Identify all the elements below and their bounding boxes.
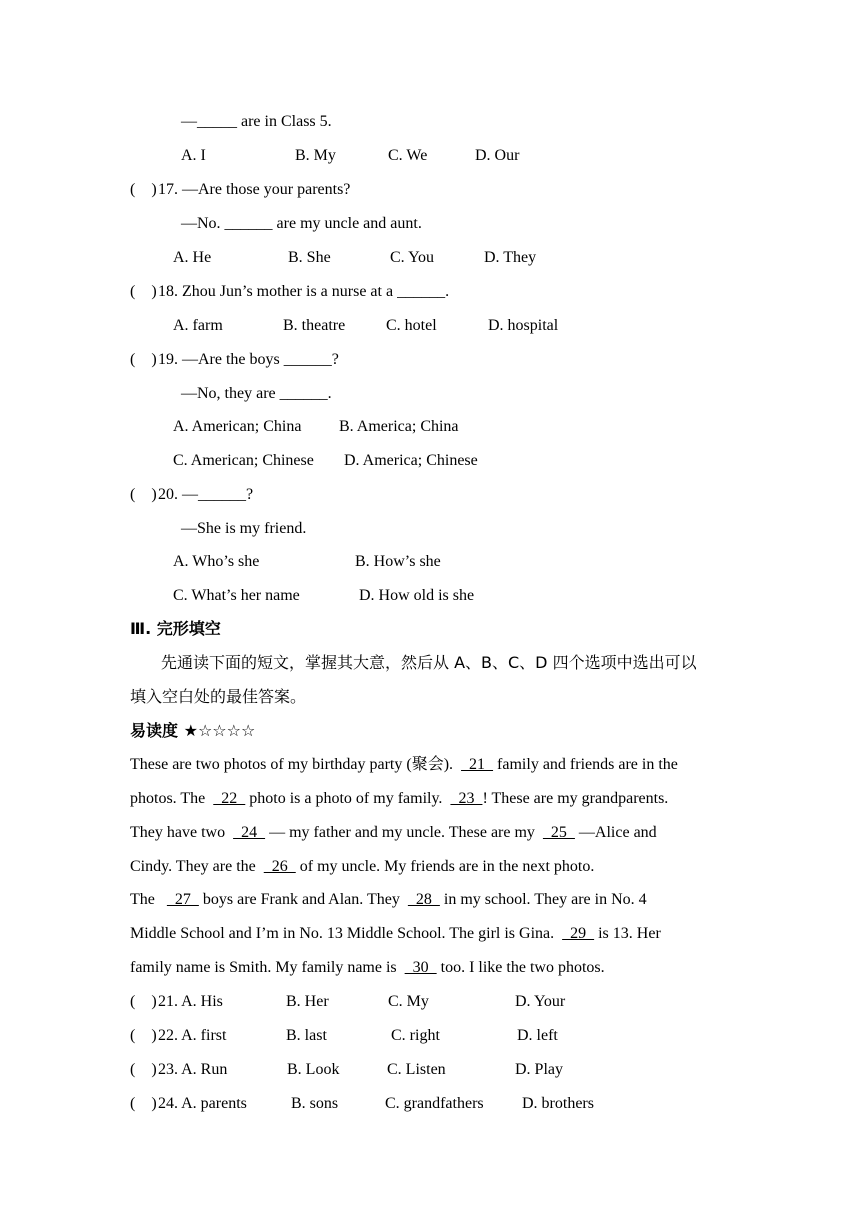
passage-text: in my school. They are in No. 4: [439, 891, 647, 908]
blank-22: 22: [213, 790, 246, 807]
passage-text: photo is a photo of my family.: [245, 790, 451, 807]
passage-line-7: [130, 958, 605, 978]
q19-paren: ( ): [130, 351, 157, 368]
passage-text: Cindy. They are the: [130, 858, 264, 875]
q20-paren: ( ): [130, 486, 157, 503]
blank-21: 21: [461, 756, 494, 773]
q17-option-a: A. He: [173, 249, 212, 266]
blank-23: 23: [450, 790, 483, 807]
passage-text: family name is Smith. My family name is: [130, 959, 405, 976]
passage-line-6: [130, 924, 661, 944]
blank-29: 29: [562, 925, 595, 942]
passage-line-3: [130, 823, 657, 843]
q22-option-b: B. last: [286, 1027, 327, 1044]
q20-option-a: A. Who’s she: [173, 553, 260, 570]
blank-26: 26: [263, 858, 296, 875]
q23-paren: ( ): [130, 1061, 157, 1078]
q17-option-d: D. They: [484, 249, 537, 266]
blank-27: 27: [166, 891, 199, 908]
q20-option-c: C. What’s her name: [173, 587, 300, 604]
q22-stem: 22. A. first: [158, 1027, 227, 1044]
passage-text: — my father and my uncle. These are my: [265, 824, 543, 841]
q17-line2: —No. ______ are my uncle and aunt.: [181, 215, 422, 232]
passage-text: They have two: [130, 824, 234, 841]
q18-option-a: A. farm: [173, 317, 223, 334]
passage-text: of my uncle. My friends are in the next photo.: [295, 858, 595, 875]
difficulty-label: 易读度: [130, 721, 179, 740]
q24-paren: ( ): [130, 1095, 157, 1112]
q18-option-b: B. theatre: [283, 317, 346, 334]
difficulty-rating: [130, 721, 255, 741]
q18-stem: 18. Zhou Jun’s mother is a nurse at a ______.: [158, 283, 450, 300]
q24-option-b: B. sons: [291, 1095, 339, 1112]
q21-paren: ( ): [130, 993, 157, 1010]
blank-28: 28: [407, 891, 440, 908]
blank-30: 30: [404, 959, 437, 976]
q24-option-c: C. grandfathers: [385, 1095, 484, 1112]
passage-line-5: [130, 890, 647, 910]
passage-text: is 13. Her: [594, 925, 661, 942]
q21-stem: 21. A. His: [158, 993, 223, 1010]
passage-text: Middle School and I’m in No. 13 Middle School. The girl is Gina.: [130, 925, 563, 942]
q17-option-b: B. She: [288, 249, 331, 266]
q20-stem: 20. —______?: [158, 486, 254, 503]
q19-option-d: D. America; Chinese: [344, 452, 478, 469]
q19-option-a: A. American; China: [173, 418, 302, 435]
q22-option-c: C. right: [391, 1027, 440, 1044]
q22-option-d: D. left: [517, 1027, 558, 1044]
q19-option-b: B. America; China: [339, 418, 459, 435]
q20-option-d: D. How old is she: [359, 587, 475, 604]
q21-option-d: D. Your: [515, 993, 566, 1010]
q18-option-d: D. hospital: [488, 317, 559, 334]
q17-option-c: C. You: [390, 249, 435, 266]
q24-stem: 24. A. parents: [158, 1095, 247, 1112]
q19-line2: —No, they are ______.: [181, 385, 332, 402]
passage-text: These are two photos of my birthday party (聚会).: [130, 756, 462, 773]
q16-option-b: B. My: [295, 147, 336, 164]
blank-25: 25: [542, 824, 575, 841]
q23-option-d: D. Play: [515, 1061, 563, 1078]
q18-paren: ( ): [130, 283, 157, 300]
section-instruction-line2: 填入空白处的最佳答案。: [130, 687, 307, 706]
q17-stem: 17. —Are those your parents?: [158, 181, 351, 198]
passage-text: The: [130, 891, 167, 908]
passage-text: ! These are my grandparents.: [482, 790, 669, 807]
section-heading: Ⅲ. 完形填空: [130, 619, 221, 638]
q24-option-d: D. brothers: [522, 1095, 594, 1112]
q23-stem: 23. A. Run: [158, 1061, 228, 1078]
q16-option-d: D. Our: [475, 147, 520, 164]
passage-line-1: [130, 755, 678, 775]
passage-text: photos. The: [130, 790, 214, 807]
blank-24: 24: [233, 824, 266, 841]
passage-text: family and friends are in the: [493, 756, 678, 773]
q20-line2: —She is my friend.: [181, 520, 307, 537]
passage-text: boys are Frank and Alan. They: [198, 891, 408, 908]
passage-line-2: [130, 789, 668, 809]
q20-option-b: B. How’s she: [355, 553, 441, 570]
q16-option-a: A. I: [181, 147, 206, 164]
q21-option-c: C. My: [388, 993, 429, 1010]
passage-text: too. I like the two photos.: [436, 959, 605, 976]
q19-stem: 19. —Are the boys ______?: [158, 351, 339, 368]
q23-option-b: B. Look: [287, 1061, 340, 1078]
q19-option-c: C. American; Chinese: [173, 452, 314, 469]
section-instruction-line1: 先通读下面的短文，掌握其大意，然后从 A、B、C、D 四个选项中选出可以: [161, 653, 697, 672]
passage-text: —Alice and: [574, 824, 657, 841]
q23-option-c: C. Listen: [387, 1061, 446, 1078]
q21-option-b: B. Her: [286, 993, 329, 1010]
q16-option-c: C. We: [388, 147, 428, 164]
q22-paren: ( ): [130, 1027, 157, 1044]
difficulty-stars: ★☆☆☆☆: [183, 721, 256, 740]
q18-option-c: C. hotel: [386, 317, 437, 334]
passage-line-4: [130, 857, 594, 877]
q17-paren: ( ): [130, 181, 157, 198]
q16-answer-line: —_____ are in Class 5.: [181, 113, 332, 130]
